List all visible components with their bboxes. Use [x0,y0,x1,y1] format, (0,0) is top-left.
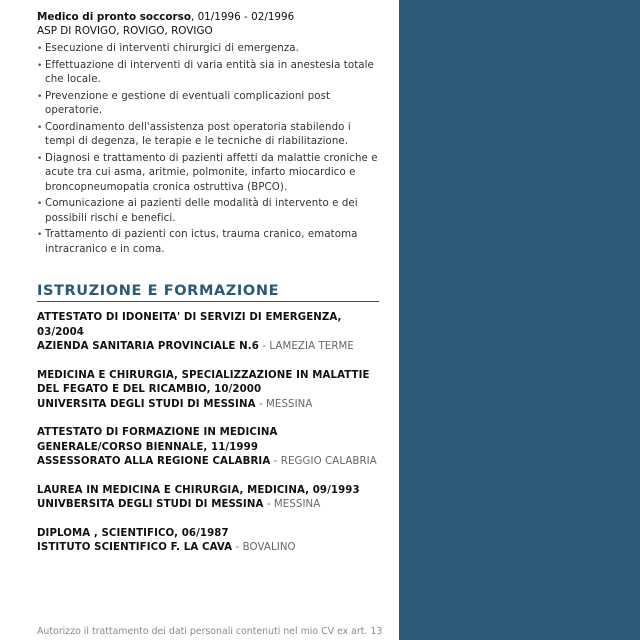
experience-entry [37,10,379,257]
duty-item: • Trattamento di pazienti con ictus, trauma cranico, ematoma intracranico e in coma. [37,228,379,257]
education-institution-line [37,541,379,556]
education-institution-line [37,498,379,513]
job-dates: , 01/1996 - 02/1996 [190,11,295,23]
education-location: - LAMEZIA TERME [258,341,354,352]
duty-item: • Diagnosi e trattamento di pazienti affetti da malattie croniche e acute tra cui asma, aritmie, polmonite, infarto miocardico e broncopneumopatia cronica ostruttiva (BPCO). [37,152,379,196]
education-title: MEDICINA E CHIRURGIA, SPECIALIZZAZIONE IN MALATTIE DEL FEGATO E DEL RICAMBIO, 10/2000 [37,369,370,395]
duty-item: • Effettuazione di interventi di varia entità sia in anestesia totale che locale. [37,59,379,88]
cv-content [37,10,379,556]
education-entry [37,527,379,556]
job-title: Medico di pronto soccorso [37,11,191,23]
job-title-line [37,10,379,24]
education-title: LAUREA IN MEDICINA E CHIRURGIA, MEDICINA, 09/1993 [37,484,360,496]
duty-item: • Comunicazione ai pazienti delle modalità di intervento e dei possibili rischi e benefici. [37,197,379,226]
education-entry [37,369,379,413]
job-duties-list [37,42,379,257]
education-title: ATTESTATO DI IDONEITA' DI SERVIZI DI EMERGENZA, 03/2004 [37,312,342,338]
sidebar-panel [399,0,640,640]
education-location: - REGGIO CALABRIA [270,456,377,467]
education-title: DIPLOMA , SCIENTIFICO, 06/1987 [37,527,229,539]
education-title: ATTESTATO DI FORMAZIONE IN MEDICINA GENERALE/CORSO BIENNALE, 11/1999 [37,427,278,453]
duty-item: • Coordinamento dell'assistenza post operatoria stabilendo i tempi di degenza, le terapie e le tecniche di riabilitazione. [37,121,379,150]
education-location: - MESSINA [255,398,313,410]
education-section-title: ISTRUZIONE E FORMAZIONE [37,282,379,302]
education-institution-line [37,340,379,355]
education-institution: AZIENDA SANITARIA PROVINCIALE N.6 [37,341,259,352]
education-entry [37,311,379,355]
consent-footer: Autorizzo il trattamento dei dati personali contenuti nel mio CV ex art. 13 [37,626,383,637]
duty-item: • Prevenzione e gestione di eventuali complicazioni post operatorie. [37,90,379,119]
education-institution: ASSESSORATO ALLA REGIONE CALABRIA [37,456,271,467]
education-location: - BOVALINO [232,542,296,553]
education-entry [37,484,379,513]
education-institution: ISTITUTO SCIENTIFICO F. LA CAVA [37,542,233,553]
education-institution-line [37,455,379,470]
education-institution: UNIVERSITA DEGLI STUDI DI MESSINA [37,398,256,410]
duty-item: • Esecuzione di interventi chirurgici di emergenza. [37,42,379,57]
education-institution: UNIVBERSITA DEGLI STUDI DI MESSINA [37,499,264,510]
education-location: - MESSINA [263,499,321,510]
job-organization: ASP DI ROVIGO, ROVIGO, ROVIGO [37,25,213,37]
education-institution-line [37,398,379,413]
education-entry [37,426,379,470]
